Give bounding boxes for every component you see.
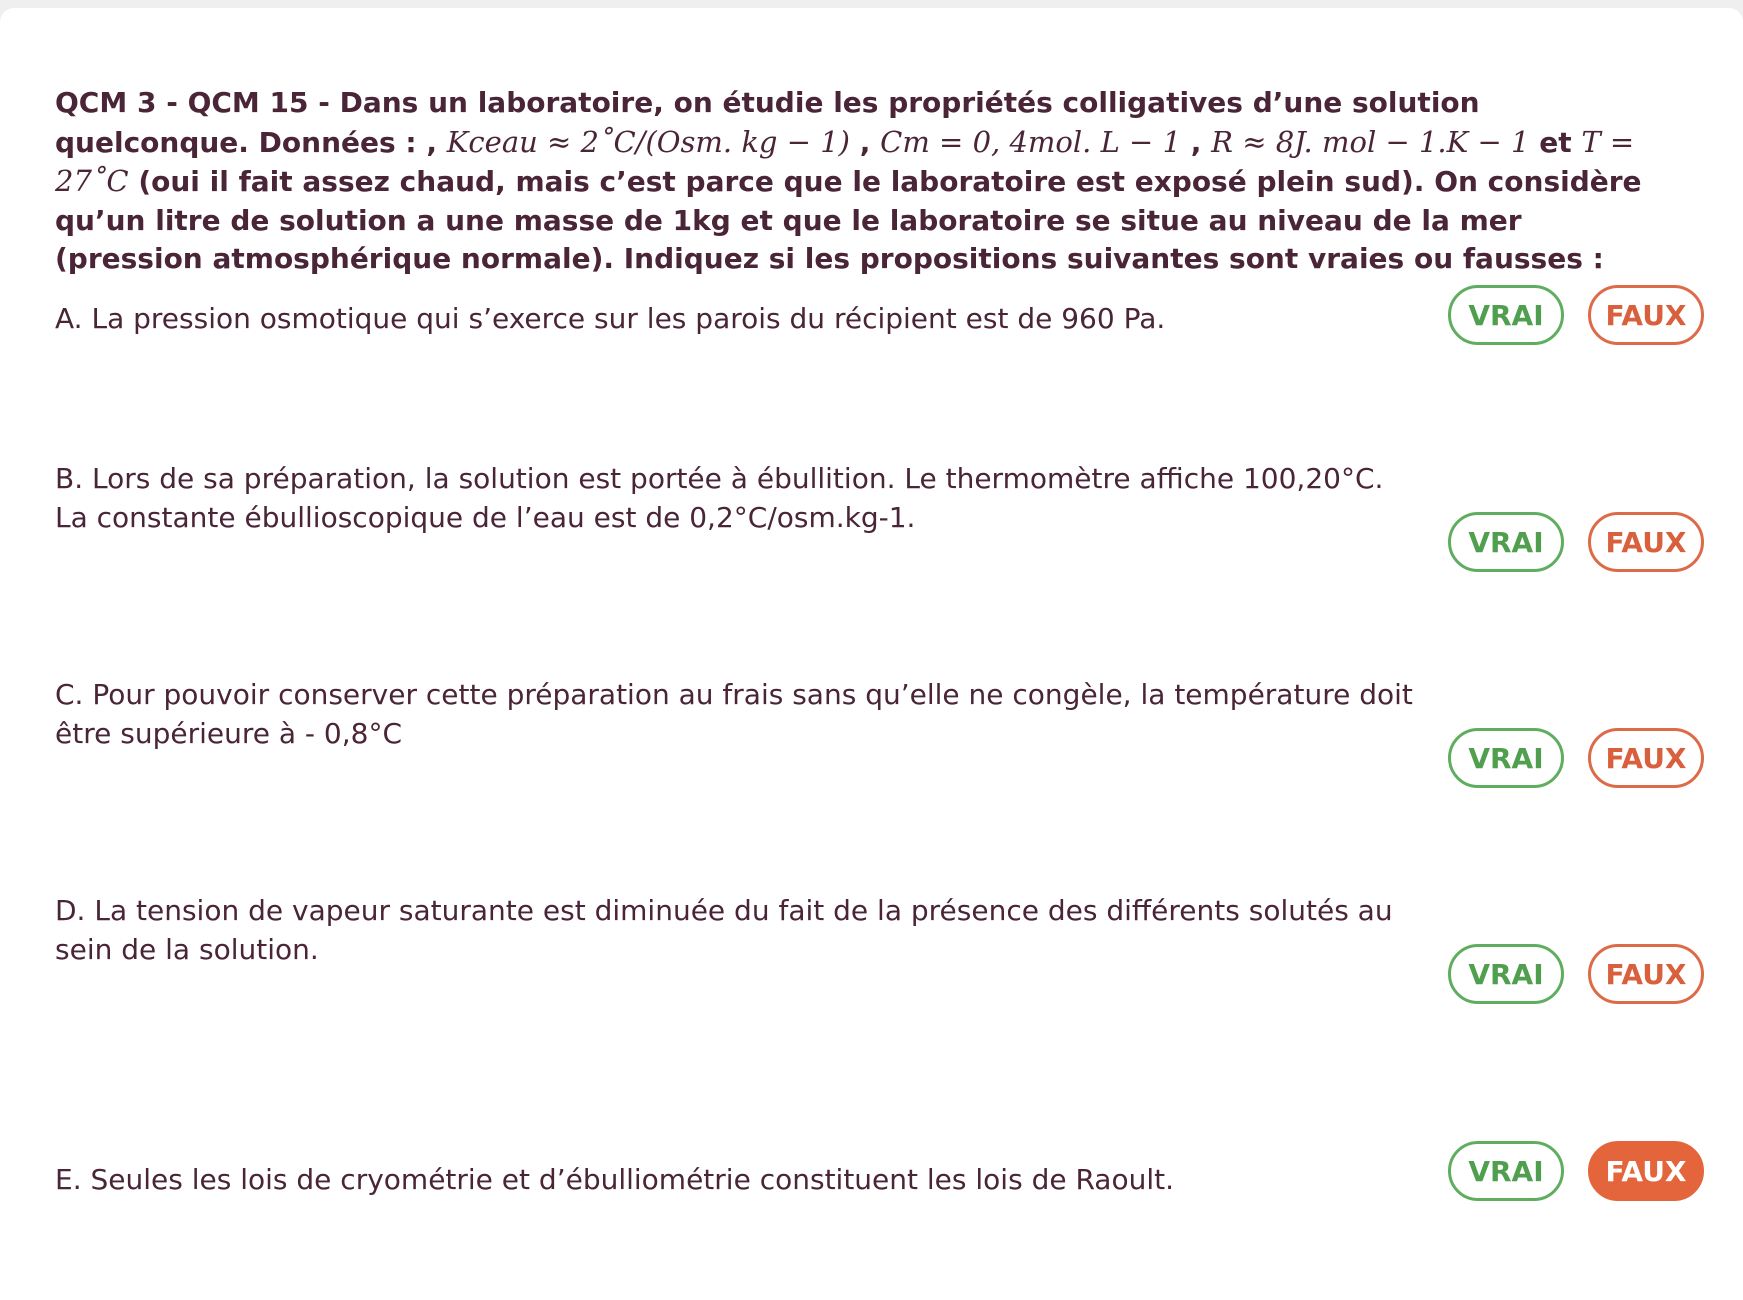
question-text-intro: QCM 3 - QCM 15 - Dans un laboratoire, on étudie les propriétés colligatives d’une solution quelconque. Données : , [55, 86, 1480, 159]
proposition-b-vrai-button[interactable]: VRAI [1448, 512, 1564, 572]
formula-t: T = 27˚C [55, 124, 1635, 198]
separator: , [1181, 125, 1212, 159]
question-text-rest: (oui il fait assez chaud, mais c’est parce que le laboratoire est exposé plein sud). On considère qu’un litre de solution a une masse de 1kg et que le laboratoire se situe au niveau de la mer (pression atmosphérique normale). Indiquez si les propositions suivantes sont vraies ou fausses : [55, 165, 1642, 275]
separator: , [850, 125, 881, 159]
proposition-a-vrai-button[interactable]: VRAI [1448, 285, 1564, 345]
proposition-c-text: C. Pour pouvoir conserver cette préparation au frais sans qu’elle ne congèle, la température doit être supérieure à - 0,8°C [55, 678, 1413, 750]
proposition-b-faux-button[interactable]: FAUX [1588, 512, 1704, 572]
proposition-a-faux-button[interactable]: FAUX [1588, 285, 1704, 345]
proposition-d-vrai-button[interactable]: VRAI [1448, 944, 1564, 1004]
proposition-d-faux-button[interactable]: FAUX [1588, 944, 1704, 1004]
proposition-b-text: B. Lors de sa préparation, la solution est portée à ébullition. Le thermomètre affiche 100,20°C. La constante ébullioscopique de l’eau est de 0,2°C/osm.kg-1. [55, 462, 1384, 534]
separator: et [1529, 125, 1582, 159]
question-statement [55, 84, 1665, 279]
proposition-d-text: D. La tension de vapeur saturante est diminuée du fait de la présence des différents solutés au sein de la solution. [55, 894, 1393, 966]
formula-cm: Cm = 0, 4mol. L − 1 [880, 124, 1182, 159]
proposition-c-vrai-button[interactable]: VRAI [1448, 728, 1564, 788]
proposition-a-text: A. La pression osmotique qui s’exerce sur les parois du récipient est de 960 Pa. [55, 302, 1166, 335]
proposition-e-faux-button[interactable]: FAUX [1588, 1141, 1704, 1201]
question-card [0, 8, 1743, 1300]
proposition-e-text: E. Seules les lois de cryométrie et d’ébulliométrie constituent les lois de Raoult. [55, 1163, 1175, 1196]
proposition-e-vrai-button[interactable]: VRAI [1448, 1141, 1564, 1201]
formula-r: R ≈ 8J. mol − 1.K − 1 [1211, 124, 1530, 159]
proposition-c-faux-button[interactable]: FAUX [1588, 728, 1704, 788]
formula-kc: Kceau ≈ 2˚C/(Osm. kg − 1) [446, 124, 850, 159]
